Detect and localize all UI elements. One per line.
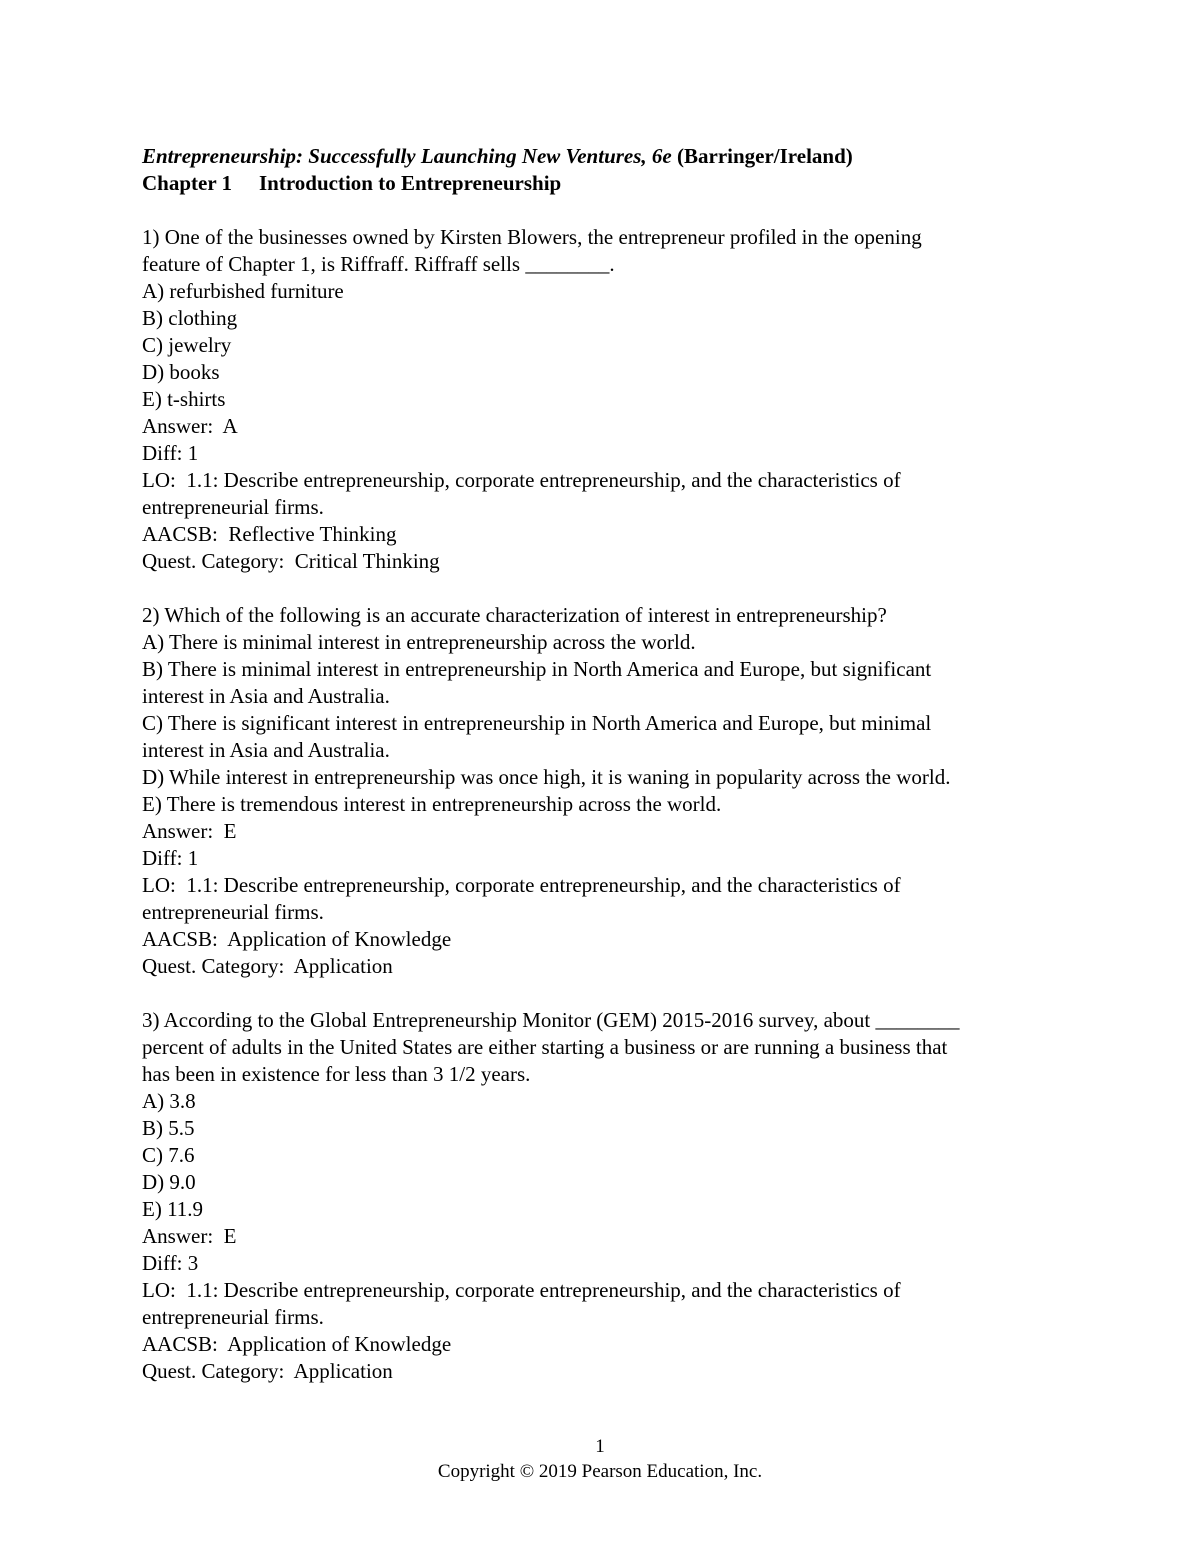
chapter-title: Introduction to Entrepreneurship <box>259 171 562 195</box>
answer-option: B) There is minimal interest in entrepreneurship in North America and Europe, but significant <box>142 657 932 681</box>
spacer <box>142 575 1072 602</box>
difficulty: Diff: 3 <box>142 1251 199 1275</box>
question-block <box>142 224 1072 575</box>
answer-option: A) refurbished furniture <box>142 279 344 303</box>
aacsb-tag: AACSB: Application of Knowledge <box>142 927 452 951</box>
answer-key: Answer: A <box>142 414 238 438</box>
question-category: Quest. Category: Application <box>142 1359 393 1383</box>
answer-option: E) t-shirts <box>142 387 226 411</box>
answer-option: D) books <box>142 360 220 384</box>
difficulty: Diff: 1 <box>142 441 199 465</box>
question-list <box>142 224 1072 1385</box>
answer-key: Answer: E <box>142 1224 237 1248</box>
question-category: Quest. Category: Critical Thinking <box>142 549 440 573</box>
answer-option: D) While interest in entrepreneurship was once high, it is waning in popularity across the world. <box>142 765 951 789</box>
aacsb-tag: AACSB: Application of Knowledge <box>142 1332 452 1356</box>
learning-objective: LO: 1.1: Describe entrepreneurship, corporate entrepreneurship, and the characteristics of <box>142 1278 901 1302</box>
book-title <box>142 143 1072 170</box>
chapter-number: Chapter 1 <box>142 171 233 195</box>
question-block <box>142 1007 1072 1385</box>
answer-option: B) 5.5 <box>142 1116 195 1140</box>
answer-option: A) 3.8 <box>142 1089 196 1113</box>
answer-option: interest in Asia and Australia. <box>142 684 390 708</box>
answer-option: E) There is tremendous interest in entrepreneurship across the world. <box>142 792 722 816</box>
learning-objective: LO: 1.1: Describe entrepreneurship, corporate entrepreneurship, and the characteristics of <box>142 873 901 897</box>
difficulty: Diff: 1 <box>142 846 199 870</box>
chapter-heading <box>142 170 1072 197</box>
question-stem: 2) Which of the following is an accurate characterization of interest in entrepreneurship? <box>142 603 887 627</box>
question-stem: 3) According to the Global Entrepreneurship Monitor (GEM) 2015-2016 survey, about ________ <box>142 1008 960 1032</box>
answer-option: interest in Asia and Australia. <box>142 738 390 762</box>
page-number: 1 <box>595 1436 605 1457</box>
answer-option: C) 7.6 <box>142 1143 195 1167</box>
book-title-italic: Entrepreneurship: Successfully Launching New Ventures, 6e <box>142 144 672 168</box>
learning-objective: entrepreneurial firms. <box>142 900 324 924</box>
answer-option: A) There is minimal interest in entrepreneurship across the world. <box>142 630 696 654</box>
question-stem: percent of adults in the United States are either starting a business or are running a business that <box>142 1035 948 1059</box>
page-content <box>142 143 1072 1385</box>
question-stem: has been in existence for less than 3 1/2 years. <box>142 1062 531 1086</box>
question-stem: 1) One of the businesses owned by Kirsten Blowers, the entrepreneur profiled in the opening <box>142 225 922 249</box>
answer-key: Answer: E <box>142 819 237 843</box>
answer-option: D) 9.0 <box>142 1170 196 1194</box>
learning-objective: LO: 1.1: Describe entrepreneurship, corporate entrepreneurship, and the characteristics of <box>142 468 901 492</box>
aacsb-tag: AACSB: Reflective Thinking <box>142 522 397 546</box>
question-stem: feature of Chapter 1, is Riffraff. Riffraff sells ________. <box>142 252 615 276</box>
answer-option: E) 11.9 <box>142 1197 204 1221</box>
question-block <box>142 602 1072 980</box>
spacer <box>142 197 1072 224</box>
book-authors: (Barringer/Ireland) <box>671 144 853 168</box>
learning-objective: entrepreneurial firms. <box>142 1305 324 1329</box>
answer-option: B) clothing <box>142 306 238 330</box>
spacer <box>142 980 1072 1007</box>
answer-option: C) jewelry <box>142 333 232 357</box>
copyright-notice: Copyright © 2019 Pearson Education, Inc. <box>437 1461 763 1482</box>
question-category: Quest. Category: Application <box>142 954 393 978</box>
learning-objective: entrepreneurial firms. <box>142 495 324 519</box>
answer-option: C) There is significant interest in entrepreneurship in North America and Europe, but minimal <box>142 711 932 735</box>
